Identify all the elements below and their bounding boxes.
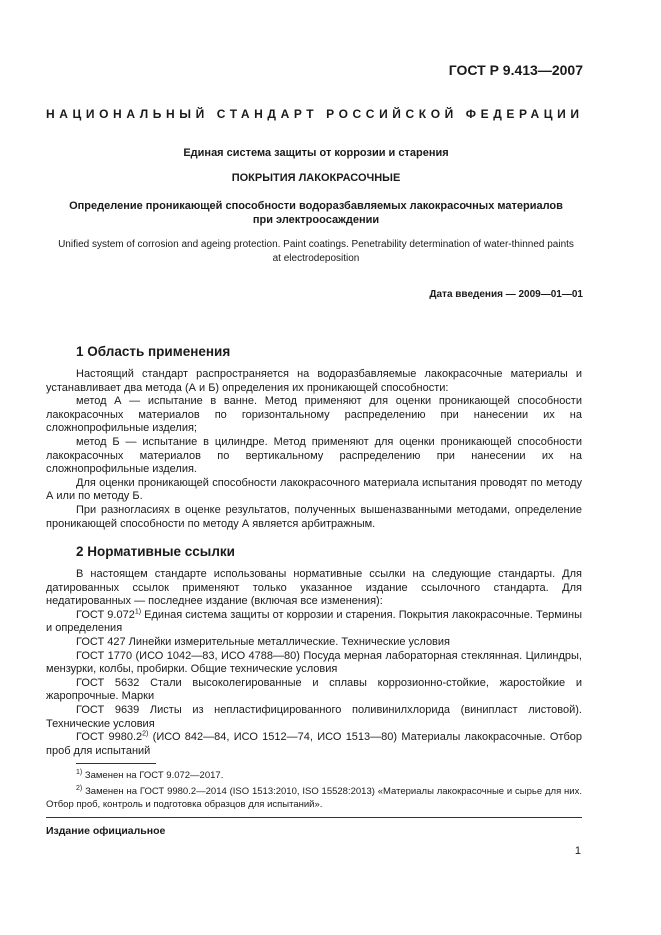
section-1-body [46,368,582,531]
english-title-line-1: Unified system of corrosion and ageing protection. Paint coatings. Penetrability determination of water-thinned paints [58,239,574,250]
footnote-mark: 2) [142,730,149,738]
english-title-line-2: at electrodeposition [272,253,360,264]
paragraph: При разногласиях в оценке результатов, полученных вышеназванными методами, определение проникающей способности по методу А является арбитражным. [46,503,582,530]
paragraph: В настоящем стандарте использованы нормативные ссылки на следующие стандарты. Для датированных ссылок применяют только указанное издание ссылочного стандарта. Для недатированных — последнее издание (включая все изменения): [46,568,582,608]
paragraph: Настоящий стандарт распространяется на водоразбавляемые лакокрасочные материалы и устанавливает два метода (А и Б) определения их проникающей способности: [46,368,582,394]
reference-item [46,636,582,650]
english-title [46,238,586,266]
footnote-divider [76,763,156,764]
reference-text: (ИСО 1042—83, ИСО 4788—80) Посуда мерная лабораторная стеклянная. Цилиндры, мензурки, колбы, пробирки. Общие технические условия [46,649,582,676]
reference-text: Листы из непластифицированного поливинилхлорида (винипласт листовой). Технические условия [46,703,582,730]
reference-code: ГОСТ 9639 [76,703,140,716]
reference-code: ГОСТ 1770 [76,649,133,662]
group-title: ПОКРЫТИЯ ЛАКОКРАСОЧНЫЕ [231,172,401,184]
reference-text: Стали высоколегированные и сплавы коррозионно-стойкие, жаростойкие и жаропрочные. Марки [46,676,582,703]
paragraph: метод Б — испытание в цилиндре. Метод применяют для оценки проникающей способности лакокрасочных материалов по вертикальному распределению при нанесении их на сложнопрофильные изделия. [46,435,582,476]
reference-item [46,609,582,636]
reference-item [46,677,582,704]
reference-code: ГОСТ 9980.2 [76,731,143,744]
page-number: 1 [574,845,581,857]
introduction-date: Дата введения — 2009—01—01 [429,289,583,300]
footnote-text: Заменен на ГОСТ 9.072—2017. [82,770,224,781]
footnotes [46,769,582,814]
footnote-text: Заменен на ГОСТ 9980.2—2014 (ISO 1513:2010, ISO 15528:2013) «Материалы лакокрасочные и сырье для них. Отбор проб, контроль и подготовка образцов для испытаний». [46,786,582,810]
footnote-mark: 2) [76,784,83,792]
footnote [46,785,582,811]
reference-text: (ИСО 842—84, ИСО 1512—74, ИСО 1513—80) Материалы лакокрасочные. Отбор проб для испытаний [46,731,582,757]
main-title [46,199,586,227]
paragraph: метод А — испытание в ванне. Метод применяют для оценки проникающей способности лакокрасочных материалов по горизонтальному распределению при нанесении их на сложнопрофильные изделия; [46,395,582,435]
main-title-line-1: Определение проникающей способности водоразбавляемых лакокрасочных материалов [69,200,563,212]
main-title-line-2: при электроосаждении [252,214,380,226]
footnote-mark: 1) [134,608,142,616]
reference-code: ГОСТ 427 [76,635,126,648]
reference-item [46,704,582,731]
reference-item [46,650,582,677]
reference-code: ГОСТ 9.072 [76,608,135,621]
reference-item [46,731,582,758]
section-2-body [46,568,582,758]
system-title: Единая система защиты от коррозии и старения [183,147,449,159]
document-code: ГОСТ Р 9.413—2007 [448,62,583,78]
footer-divider [46,817,582,818]
edition-label: Издание официальное [46,825,166,837]
national-standard-banner: НАЦИОНАЛЬНЫЙ СТАНДАРТ РОССИЙСКОЙ ФЕДЕРАЦИИ [46,107,584,121]
footnote [46,769,582,782]
reference-code: ГОСТ 5632 [76,676,140,689]
reference-text: Линейки измерительные металлические. Технические условия [125,635,451,648]
reference-text: Единая система защиты от коррозии и старения. Покрытия лакокрасочные. Термины и определения [46,608,582,635]
footnote-mark: 1) [76,768,83,776]
section-1-heading: 1 Область применения [76,344,231,359]
paragraph: Для оценки проникающей способности лакокрасочного материала испытания проводят по методу А или по методу Б. [46,476,582,503]
section-2-heading: 2 Нормативные ссылки [76,544,235,559]
